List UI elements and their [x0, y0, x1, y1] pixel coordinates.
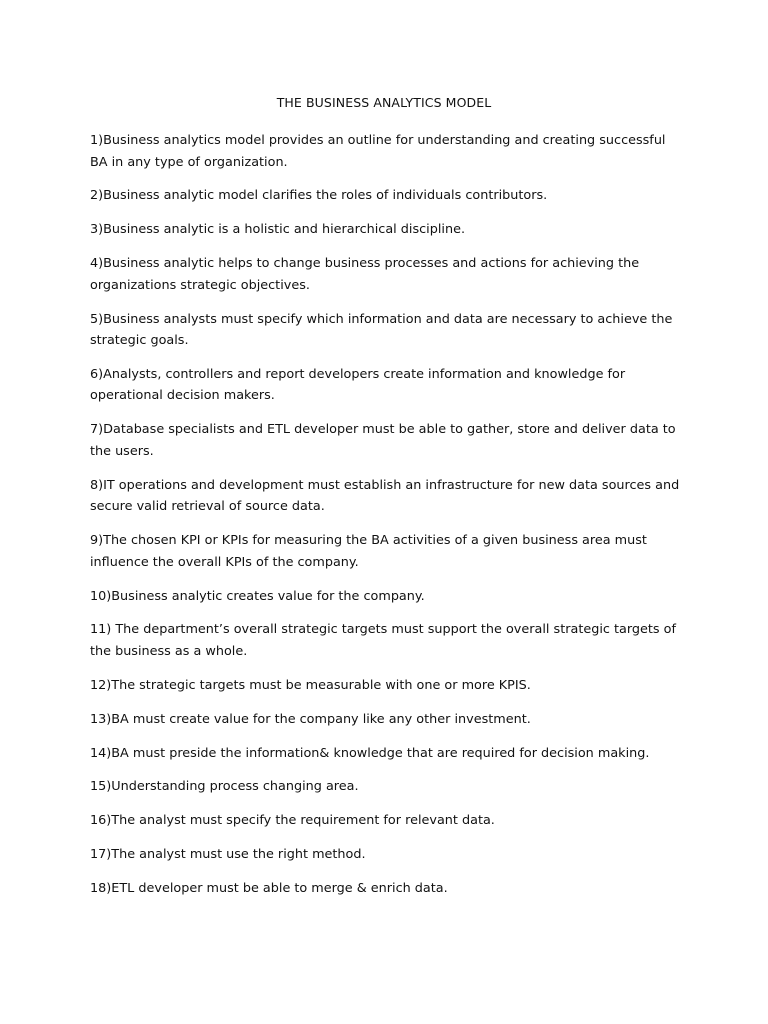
list-item: 10)Business analytic creates value for the company.: [90, 588, 425, 604]
list-item: 6)Analysts, controllers and report developers create information and knowledge for operational decision makers.: [90, 366, 626, 404]
list-item: 7)Database specialists and ETL developer must be able to gather, store and deliver data to the users.: [90, 422, 676, 459]
list-item: 12)The strategic targets must be measurable with one or more KPIS.: [90, 677, 531, 693]
list-item: 13)BA must create value for the company like any other investment.: [90, 711, 531, 727]
list-item: 16)The analyst must specify the requirement for relevant data.: [90, 813, 495, 829]
list-item: 18)ETL developer must be able to merge & enrich data.: [90, 881, 448, 897]
list-item: 9)The chosen KPI or KPIs for measuring the BA activities of a given business area must influence the overall KPIs of the company.: [90, 533, 647, 570]
list-item: 11) The department’s overall strategic targets must support the overall strategic targets of the business as a whole.: [90, 622, 676, 659]
list-item: 4)Business analytic helps to change business processes and actions for achieving the organizations strategic objectives.: [90, 256, 640, 293]
list-item: 2)Business analytic model clarifies the roles of individuals contributors.: [90, 188, 548, 204]
list-item: 14)BA must preside the information& knowledge that are required for decision making.: [90, 745, 650, 761]
list-item: 17)The analyst must use the right method.: [90, 847, 366, 863]
list-item: 8)IT operations and development must establish an infrastructure for new data sources and secure valid retrieval of source data.: [90, 477, 680, 515]
list-item: 5)Business analysts must specify which information and data are necessary to achieve the strategic goals.: [90, 311, 673, 349]
list-item: 15)Understanding process changing area.: [90, 779, 359, 795]
document-title: THE BUSINESS ANALYTICS MODEL: [276, 95, 492, 110]
list-item: 1)Business analytics model provides an outline for understanding and creating successful BA in any type of organization.: [90, 133, 666, 170]
list-item: 3)Business analytic is a holistic and hierarchical discipline.: [90, 222, 466, 238]
numbered-list: [90, 130, 686, 912]
